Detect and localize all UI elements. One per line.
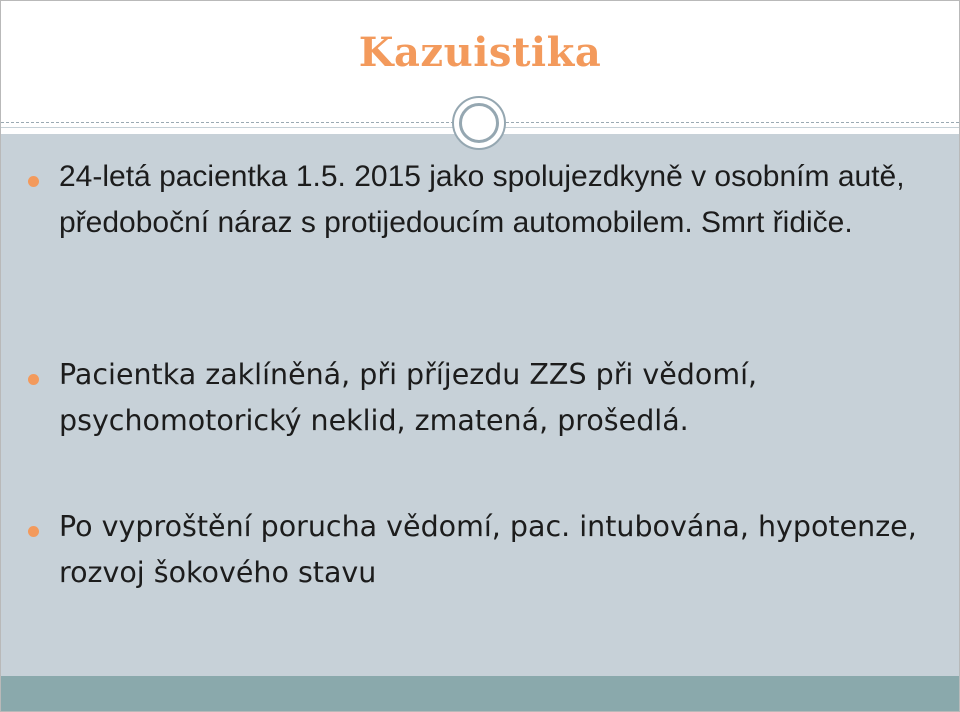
footer-band [1,676,959,711]
circle-ornament-inner-ring [459,103,499,143]
slide-title: Kazuistika [358,29,602,76]
bullet-dot-icon [28,374,39,385]
circle-ornament-icon [452,96,506,150]
bullet-dot-icon [28,176,39,187]
bullet-text: 24-letá pacientka 1.5. 2015 jako spolujezdkyně v osobním autě, předoboční náraz s protijedoucím automobilem. Smrt řidiče. [59,160,905,239]
bullet-text: Pacientka zaklíněná, při příjezdu ZZS při vědomí, psychomotorický neklid, zmatená, prošedlá. [59,358,758,437]
bullet-text: Po vyproštění porucha vědomí, pac. intubována, hypotenze, rozvoj šokového stavu [59,510,917,589]
bullet-dot-icon [28,526,39,537]
